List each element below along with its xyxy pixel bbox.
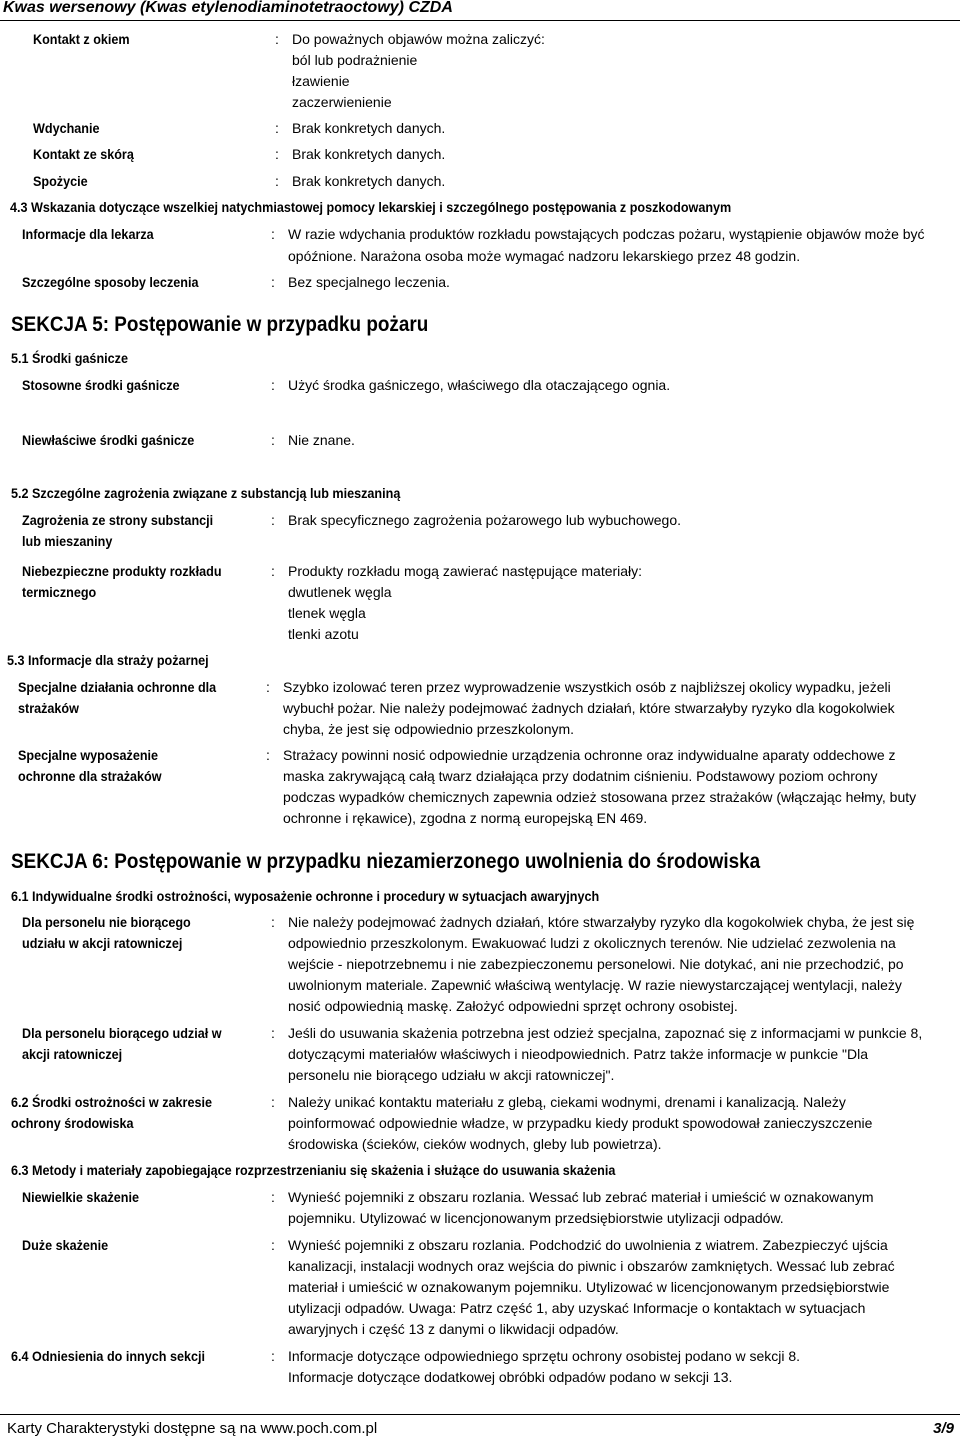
- colon: :: [266, 747, 270, 763]
- firefighter-equipment-line: podczas wypadków chemicznych zapewnia odzież stosowana przez strażaków (włączając hełmy, buty: [283, 789, 917, 805]
- environmental-precautions-line: Należy unikać kontaktu materiału z glebą, ciekami wodnymi, drenami i kanalizacją. Należy: [288, 1094, 846, 1110]
- non-emergency-label: Dla personelu nie biorącego: [22, 914, 191, 930]
- eye-contact-line: Do poważnych objawów można zaliczyć:: [292, 31, 545, 47]
- subsection-6-1-heading: 6.1 Indywidualne środki ostrożności, wyposażenie ochronne i procedury w sytuacjach awaryjnych: [11, 888, 600, 904]
- decomposition-line: Produkty rozkładu mogą zawierać następujące materiały:: [288, 563, 643, 579]
- non-emergency-line: wejście - niepotrzebnemu i nie zabezpieczonemu personelowi. Nie dotykać, ani nie przechodzić, po: [288, 956, 904, 972]
- other-sections-label: 6.4 Odniesienia do innych sekcji: [11, 1348, 205, 1364]
- other-sections-line: Informacje dotyczące odpowiedniego sprzętu ochrony osobistej podano w sekcji 8.: [288, 1348, 801, 1364]
- decomposition-label: termicznego: [22, 584, 97, 600]
- hazards-value: Brak specyficznego zagrożenia pożarowego lub wybuchowego.: [288, 512, 682, 528]
- environmental-precautions-line: poinformować odpowiednie władze, w przypadku kiedy produkt spowodował zanieczyszczenie: [288, 1115, 873, 1131]
- inhalation-value: Brak konkretych danych.: [292, 120, 446, 136]
- firefighter-actions-line: chyba, że jest się odpowiednio przeszkolonym.: [283, 721, 575, 737]
- skin-contact-value: Brak konkretych danych.: [292, 146, 446, 162]
- colon: :: [271, 377, 275, 393]
- footer-divider: [0, 1414, 960, 1415]
- emergency-responders-label: Dla personelu biorącego udział w: [22, 1025, 222, 1041]
- colon: :: [271, 563, 275, 579]
- colon: :: [271, 512, 275, 528]
- subsection-5-3-heading: 5.3 Informacje dla straży pożarnej: [7, 652, 209, 668]
- non-emergency-line: odpowiednio przeszkolonym. Ewakuować ludzi z okolicznych terenów. Nie udzielać zezwolenia na: [288, 935, 896, 951]
- firefighter-equipment-line: Strażacy powinni nosić odpowiednie urządzenia ochronne oraz indywidualne aparaty oddechowe z: [283, 747, 896, 763]
- emergency-responders-label: akcji ratowniczej: [22, 1046, 123, 1062]
- subsection-5-2-heading: 5.2 Szczególne zagrożenia związane z substancją lub mieszaniną: [11, 485, 401, 501]
- environmental-precautions-label: 6.2 Środki ostrożności w zakresie: [11, 1094, 212, 1110]
- firefighter-actions-label: strażaków: [18, 700, 79, 716]
- colon: :: [271, 1094, 275, 1110]
- large-spill-line: materiał i umieścić w oznakowanym pojemniku. Utylizować w licencjonowanym przedsiębiorstwie: [288, 1279, 890, 1295]
- large-spill-line: Wynieść pojemniki z obszaru rozlania. Podchodzić do uwolnienia z wiatrem. Zabezpieczyć ujścia: [288, 1237, 888, 1253]
- ingestion-value: Brak konkretych danych.: [292, 173, 446, 189]
- footer-text: Karty Charakterystyki dostępne są na www.poch.com.pl: [7, 1420, 378, 1437]
- unsuitable-media-value: Nie znane.: [288, 432, 355, 448]
- small-spill-line: Wynieść pojemniki z obszaru rozlania. Wessać lub zebrać materiał i umieścić w oznakowanym: [288, 1189, 874, 1205]
- colon: :: [275, 31, 279, 47]
- firefighter-actions-label: Specjalne działania ochronne dla: [18, 679, 217, 695]
- eye-contact-line: łzawienie: [292, 73, 350, 89]
- environmental-precautions-line: środowiska (ścieków, cieków wodnych, gleby lub powietrza).: [288, 1136, 662, 1152]
- large-spill-line: awaryjnych i część 13 z danymi o likwidacji odpadów.: [288, 1321, 619, 1337]
- subsection-5-1-heading: 5.1 Środki gaśnicze: [11, 350, 128, 366]
- emergency-responders-line: dotyczącymi materiałów właściwych i nieodpowiednich. Patrz także informacje w punkcie "Dla: [288, 1046, 868, 1062]
- environmental-precautions-label: ochrony środowiska: [11, 1115, 134, 1131]
- colon: :: [266, 679, 270, 695]
- colon: :: [275, 146, 279, 162]
- decomposition-line: dwutlenek węgla: [288, 584, 392, 600]
- skin-contact-label: Kontakt ze skórą: [33, 146, 134, 162]
- small-spill-label: Niewielkie skażenie: [22, 1189, 139, 1205]
- colon: :: [271, 226, 275, 242]
- page-number: 3/9: [933, 1420, 954, 1437]
- unsuitable-media-label: Niewłaściwe środki gaśnicze: [22, 432, 195, 448]
- colon: :: [271, 1025, 275, 1041]
- non-emergency-line: Nie należy podejmować żadnych działań, które stwarzałyby ryzyko dla kogokolwiek chyba, że jest się: [288, 914, 915, 930]
- large-spill-label: Duże skażenie: [22, 1237, 109, 1253]
- hazards-label: Zagrożenia ze strony substancji: [22, 512, 214, 528]
- section-5-title: SEKCJA 5: Postępowanie w przypadku pożaru: [11, 313, 429, 336]
- subsection-6-3-heading: 6.3 Metody i materiały zapobiegające rozprzestrzenianiu się skażenia i służące do usuwania skażenia: [11, 1162, 616, 1178]
- special-treatment-value: Bez specjalnego leczenia.: [288, 274, 450, 290]
- eye-contact-line: zaczerwienienie: [292, 94, 392, 110]
- colon: :: [271, 914, 275, 930]
- colon: :: [271, 1189, 275, 1205]
- firefighter-equipment-line: ochronne i rękawice), zgodna z normą europejską EN 469.: [283, 810, 648, 826]
- decomposition-line: tlenki azotu: [288, 626, 359, 642]
- non-emergency-line: uwolnionym materiale. Zapewnić właściwą wentylację. W razie niewystarczającej wentylacji, należy: [288, 977, 902, 993]
- large-spill-line: utylizacji odpadów. Uwaga: Patrz część 1, aby uzyskać Informacje o kontaktach w sytuacjach: [288, 1300, 866, 1316]
- large-spill-line: kanalizacji, instalacji wodnych oraz wejścia do piwnic i obszarów zamkniętych. Wessać lub zebrać: [288, 1258, 895, 1274]
- non-emergency-label: udziału w akcji ratowniczej: [22, 935, 183, 951]
- doctor-info-line: opóźnione. Narażona osoba może wymagać nadzoru lekarskiego przez 48 godzin.: [288, 248, 801, 264]
- suitable-media-label: Stosowne środki gaśnicze: [22, 377, 180, 393]
- decomposition-line: tlenek węgla: [288, 605, 366, 621]
- colon: :: [275, 173, 279, 189]
- colon: :: [275, 120, 279, 136]
- colon: :: [271, 1237, 275, 1253]
- subsection-4-3-heading: 4.3 Wskazania dotyczące wszelkiej natychmiastowej pomocy lekarskiej i szczególnego postępowania z poszkodowanym: [10, 199, 732, 215]
- firefighter-actions-line: wybuchł pożar. Nie należy podejmować żadnych działań, które stwarzałyby ryzyko dla kogokolwiek: [283, 700, 895, 716]
- firefighter-actions-line: Szybko izolować teren przez wyprowadzenie wszystkich osób z najbliższej okolicy wypadku, jeżeli: [283, 679, 891, 695]
- eye-contact-line: ból lub podrażnienie: [292, 52, 418, 68]
- section-6-title: SEKCJA 6: Postępowanie w przypadku niezamierzonego uwolnienia do środowiska: [11, 850, 761, 873]
- ingestion-label: Spożycie: [33, 173, 88, 189]
- special-treatment-label: Szczególne sposoby leczenia: [22, 274, 199, 290]
- eye-contact-label: Kontakt z okiem: [33, 31, 130, 47]
- other-sections-line: Informacje dotyczące dodatkowej obróbki odpadów podano w sekcji 13.: [288, 1369, 733, 1385]
- header-divider: [0, 20, 960, 21]
- document-title: Kwas wersenowy (Kwas etylenodiaminotetraoctowy) CZDA: [3, 0, 453, 16]
- colon: :: [271, 1348, 275, 1364]
- colon: :: [271, 274, 275, 290]
- non-emergency-line: nosić odpowiednią maskę. Założyć odpowiedni sprzęt ochrony osobistej.: [288, 998, 738, 1014]
- firefighter-equipment-line: maska zakrywającą całą twarz działająca przy dodatnim ciśnieniu. Podstawowy poziom ochrony: [283, 768, 878, 784]
- doctor-info-label: Informacje dla lekarza: [22, 226, 154, 242]
- firefighter-equipment-label: Specjalne wyposażenie: [18, 747, 159, 763]
- emergency-responders-line: Jeśli do usuwania skażenia potrzebna jest odzież specjalna, zapoznać się z informacjami w punkcie 8,: [288, 1025, 923, 1041]
- suitable-media-value: Użyć środka gaśniczego, właściwego dla otaczającego ognia.: [288, 377, 671, 393]
- emergency-responders-line: personelu nie biorącego udziału w akcji ratowniczej".: [288, 1067, 615, 1083]
- inhalation-label: Wdychanie: [33, 120, 100, 136]
- colon: :: [271, 432, 275, 448]
- firefighter-equipment-label: ochronne dla strażaków: [18, 768, 162, 784]
- decomposition-label: Niebezpieczne produkty rozkładu: [22, 563, 222, 579]
- doctor-info-line: W razie wdychania produktów rozkładu powstających podczas pożaru, wystąpienie objawów może być: [288, 226, 925, 242]
- hazards-label: lub mieszaniny: [22, 533, 113, 549]
- small-spill-line: pojemniku. Utylizować w licencjonowanym przedsiębiorstwie utylizacji odpadów.: [288, 1210, 784, 1226]
